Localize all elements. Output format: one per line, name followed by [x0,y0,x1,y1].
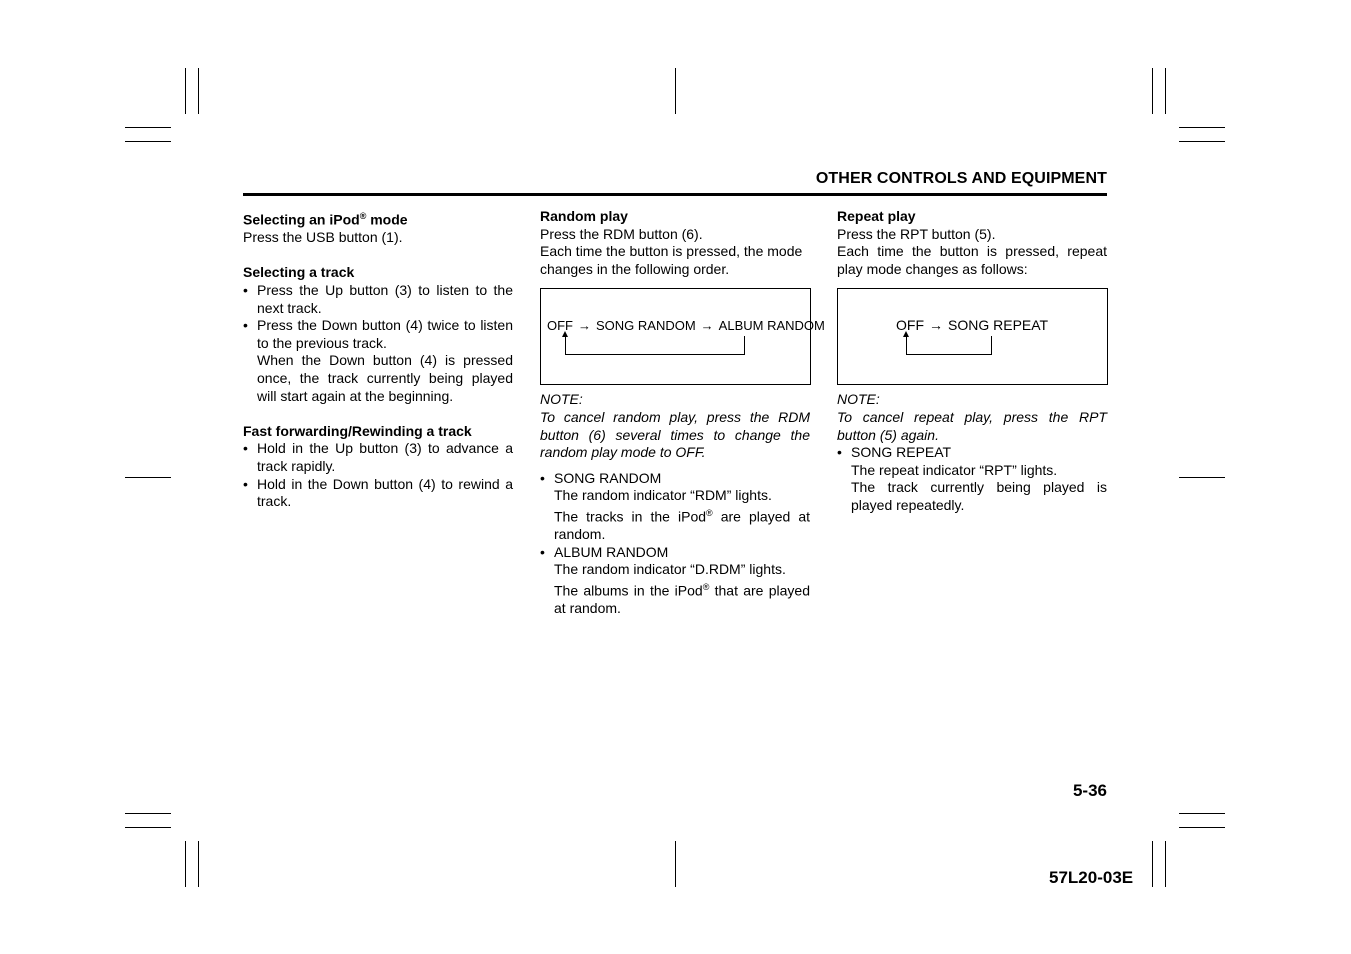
arrow-up-icon [562,331,568,337]
crop-mark [1179,477,1225,478]
crop-mark [125,827,171,828]
state-song-random: SONG RANDOM [596,318,696,334]
list-item-subtext: The repeat indicator “RPT” lights. [851,461,1058,478]
crop-mark [125,813,171,814]
document-code: 57L20-03E [1049,868,1134,887]
list-item-text: Hold in the Up button (3) to advance a track rapidly. [257,440,513,474]
list-item [243,317,513,405]
list-item-title: SONG REPEAT [851,444,952,461]
crop-mark [1179,141,1225,142]
crop-mark [125,477,171,478]
list-item-subtext: The random indicator “RDM” lights. [554,487,772,504]
list-item-title: SONG RANDOM [554,469,662,486]
list-item [243,282,513,317]
arrow-right-icon: → [578,318,591,334]
state-song-repeat: SONG REPEAT [948,317,1049,334]
random-line1: Press the RDM button (6). [540,225,703,242]
arrow-right-icon: → [929,317,943,334]
diagram-flow [547,317,825,335]
crop-mark [1179,813,1225,814]
header-rule [243,193,1107,196]
crop-mark [198,68,199,114]
list-item-text: Press the Up button (3) to listen to the next track. [257,282,513,316]
list-item-subtext [554,505,810,544]
repeat-line2: Each time the button is pressed, repeat play mode changes as follows: [837,243,1107,277]
crop-mark [125,141,171,142]
list-item [540,470,810,544]
diagram-flow [896,317,1048,335]
crop-mark [675,841,676,887]
loop-back-line [565,336,745,355]
section-title: OTHER CONTROLS AND EQUIPMENT [815,170,1107,187]
ipod-mode-text: Press the USB button (1). [243,229,403,246]
heading-text: Selecting an iPod [243,211,360,228]
arrow-right-icon: → [700,318,714,334]
crop-mark [185,68,186,114]
column-right [837,208,1107,515]
arrow-up-icon [903,331,909,337]
list-item-subtext [554,579,810,618]
crop-mark [1165,68,1166,114]
heading-random-play: Random play [540,208,628,224]
state-album-random: ALBUM RANDOM [718,318,825,334]
list-item-text: Press the Down button (4) twice to listen to the previous track. [257,317,513,351]
crop-mark [1179,827,1225,828]
list-item-subtext: The track currently being played is played repeatedly. [851,479,1107,513]
heading-repeat-play: Repeat play [837,208,916,224]
repeat-mode-diagram [837,288,1108,385]
track-bullets [243,282,513,405]
note-text: To cancel repeat play, press the RPT button (5) again. [837,408,1107,443]
registered-mark: ® [359,211,367,221]
state-off: OFF [547,318,573,334]
crop-mark [1179,127,1225,128]
repeat-bullets [837,444,1107,514]
heading-ipod-mode [243,208,513,229]
note-label: NOTE: [540,391,583,408]
crop-mark [198,841,199,887]
state-off: OFF [896,317,924,334]
crop-mark [1165,841,1166,887]
list-item-subtext: When the Down button (4) is pressed once, the track currently being played will start again at the beginning. [257,352,513,404]
note-label: NOTE: [837,391,880,408]
loop-back-line [906,336,992,355]
page-number: 5-36 [1072,781,1107,800]
random-line2: Each time the button is pressed, the mode changes in the following order. [540,243,803,277]
column-middle [540,208,825,618]
list-item [540,544,810,618]
text-fragment: that are played at random. [554,582,810,617]
list-item [837,444,1107,514]
heading-text: mode [366,211,408,228]
registered-mark: ® [706,507,713,518]
text-fragment: are played at random. [554,508,810,543]
crop-mark [185,841,186,887]
crop-mark [675,68,676,114]
heading-selecting-track: Selecting a track [243,264,355,281]
crop-mark [125,127,171,128]
crop-mark [1152,841,1153,887]
list-item-subtext: The random indicator “D.RDM” lights. [554,561,786,578]
random-bullets [540,470,810,618]
note-text: To cancel random play, press the RDM button (6) several times to change the random play mode to OFF. [540,408,810,461]
ff-bullets [243,440,513,510]
column-left [243,208,513,511]
list-item-text: Hold in the Down button (4) to rewind a track. [257,475,513,510]
text-fragment: The albums in the iPod [554,582,703,599]
text-fragment: The tracks in the iPod [554,508,707,525]
random-mode-diagram [540,288,825,385]
heading-fast-forward: Fast forwarding/Rewinding a track [243,422,472,439]
crop-mark [1152,68,1153,114]
list-item [243,440,513,475]
list-item [243,476,513,511]
list-item-title: ALBUM RANDOM [554,543,669,560]
repeat-line1: Press the RPT button (5). [837,225,996,242]
registered-mark: ® [702,581,710,592]
